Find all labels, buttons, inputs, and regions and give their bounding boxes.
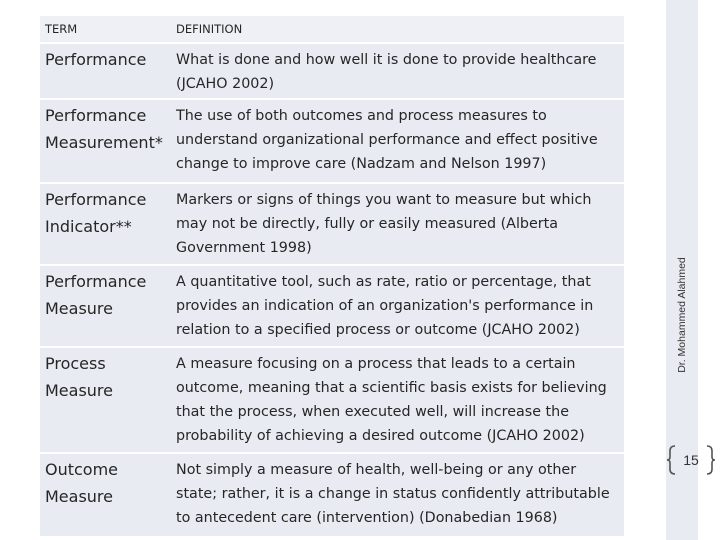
table-row — [40, 100, 624, 184]
author-credit: Dr. Mohammed Alahmed — [676, 257, 688, 373]
header-term: TERM — [45, 22, 78, 36]
term-text: Performance — [45, 50, 147, 69]
term-cell — [40, 348, 172, 452]
definition-line: outcome, meaning that a scientific basis exists for believing — [176, 380, 607, 396]
table-row — [40, 454, 624, 538]
definition-cell — [172, 44, 624, 98]
definition-line: provides an indication of an organization's performance in — [176, 298, 594, 314]
definition-line: Not simply a measure of health, well-being or any other — [176, 462, 577, 478]
definition-line: understand organizational performance and effect positive — [176, 132, 598, 148]
definition-line: A measure focusing on a process that leads to a certain — [176, 356, 576, 372]
definition-line: The use of both outcomes and process measures to — [176, 108, 547, 124]
definition-line: to antecedent care (intervention) (Donabedian 1968) — [176, 510, 558, 526]
table-header — [40, 16, 624, 44]
term-cell — [40, 184, 172, 264]
definition-line: relation to a specified process or outcome (JCAHO 2002) — [176, 322, 580, 338]
term-text: Measure — [45, 299, 113, 318]
term-cell — [40, 266, 172, 346]
term-text: Performance — [45, 106, 147, 125]
term-cell — [40, 454, 172, 536]
header-definition: DEFINITION — [176, 22, 243, 36]
term-text: Performance — [45, 190, 147, 209]
definition-line: state; rather, it is a change in status confidently attributable — [176, 486, 610, 502]
term-text: Measure — [45, 381, 113, 400]
term-cell — [40, 100, 172, 182]
definitions-table — [40, 16, 624, 538]
table-row — [40, 266, 624, 348]
definition-line: probability of achieving a desired outcome (JCAHO 2002) — [176, 428, 585, 444]
definition-cell — [172, 100, 624, 182]
term-text: Measurement* — [45, 133, 163, 152]
table-row — [40, 348, 624, 454]
definition-line: What is done and how well it is done to provide healthcare — [176, 52, 597, 68]
definition-line: change to improve care (Nadzam and Nelson 1997) — [176, 156, 547, 172]
term-text: Process — [45, 354, 106, 373]
definition-cell — [172, 348, 624, 452]
table-row — [40, 184, 624, 266]
definition-line: (JCAHO 2002) — [176, 76, 275, 92]
term-text: Indicator** — [45, 217, 132, 236]
definition-line: that the process, when executed well, will increase the — [176, 404, 570, 420]
term-cell — [40, 44, 172, 98]
page-number-text: 15 — [683, 452, 699, 468]
definition-line: A quantitative tool, such as rate, ratio or percentage, that — [176, 274, 591, 290]
definition-line: Markers or signs of things you want to measure but which — [176, 192, 592, 208]
definition-cell — [172, 266, 624, 346]
definition-line: Government 1998) — [176, 240, 312, 256]
table-row — [40, 44, 624, 100]
term-text: Outcome — [45, 460, 119, 479]
definition-cell — [172, 184, 624, 264]
page-number — [665, 444, 717, 476]
definition-cell — [172, 454, 624, 536]
term-text: Measure — [45, 487, 113, 506]
definition-line: may not be directly, fully or easily measured (Alberta — [176, 216, 559, 232]
term-text: Performance — [45, 272, 147, 291]
